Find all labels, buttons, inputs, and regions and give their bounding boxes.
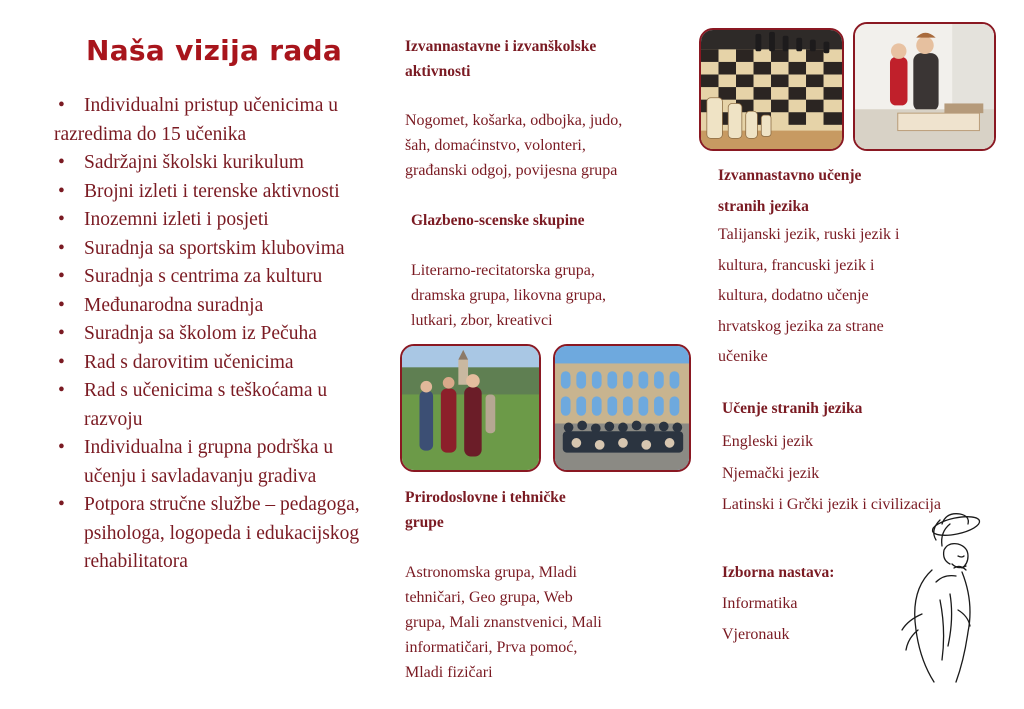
foreign-heading: Učenje stranih jezika: [722, 400, 863, 417]
photo-cooking: [853, 22, 996, 151]
list-item: • Individualni pristup učenicima u razredima do 15 učenika: [54, 92, 374, 149]
music-heading: Glazbeno-scenske skupine: [411, 212, 585, 229]
list-item: • Potpora stručne službe – pedagoga, psihologa, logopeda i edukacijskog rehabilitatora: [54, 491, 374, 577]
science-line: Astronomska grupa, Mladi: [405, 564, 577, 581]
music-line: Literarno-recitatorska grupa,: [411, 262, 595, 279]
list-item: • Rad s darovitim učenicima: [54, 349, 374, 378]
science-section: [405, 485, 566, 535]
foreign-extra-body: [718, 220, 900, 373]
list-item: • Suradnja sa školom iz Pečuha: [54, 320, 374, 349]
list-item: • Brojni izleti i terenske aktivnosti: [54, 178, 374, 207]
chess-photo-image: [701, 30, 842, 149]
foreign-extra-line: Talijanski jezik, ruski jezik i: [718, 226, 900, 243]
foreign-extra-line: kultura, francuski jezik i: [718, 256, 875, 274]
list-item: • Međunarodna suradnja: [54, 292, 374, 321]
foreign-line: Engleski jezik: [722, 433, 814, 450]
music-line: dramska grupa, likovna grupa,: [411, 287, 607, 304]
foreign-extra-line: učenike: [718, 348, 768, 365]
list-item: • Suradnja sa sportskim klubovima: [54, 235, 374, 264]
extracurricular-heading: Izvannastavne i izvanškolske: [405, 38, 597, 55]
extracurricular-section: [405, 34, 596, 84]
science-line: Mladi fizičari: [405, 664, 493, 681]
photo-arena: [553, 344, 691, 472]
foreign-extra-heading-cont: stranih jezika: [718, 198, 809, 215]
elective-line: Vjeronauk: [722, 626, 790, 643]
extracurricular-body: [405, 108, 622, 183]
science-heading: Prirodoslovne i tehničke: [405, 489, 566, 506]
list-item: • Individualna i grupna podrška u učenju i savladavanju gradiva: [54, 434, 374, 491]
elective-body: [722, 588, 798, 650]
list-item: • Suradnja s centrima za kulturu: [54, 263, 374, 292]
science-line: grupa, Mali znanstvenici, Mali: [405, 614, 602, 631]
science-body: [405, 560, 602, 685]
science-line: tehničari, Geo grupa, Web: [405, 589, 573, 606]
extracurricular-line: šah, domaćinstvo, volonteri,: [405, 137, 586, 154]
foreign-line: Latinski i Grčki jezik i civilizacija: [722, 496, 942, 513]
vision-list: [54, 92, 374, 577]
extracurricular-line: građanski odgoj, povijesna grupa: [405, 162, 618, 179]
elective-line: Informatika: [722, 595, 798, 612]
cooking-photo-image: [855, 24, 994, 149]
gentleman-sketch-illustration: [892, 510, 992, 690]
music-line: lutkari, zbor, kreativci: [411, 312, 553, 329]
foreign-extra-section: [718, 160, 861, 222]
science-line: informatičari, Prva pomoć,: [405, 639, 578, 656]
foreign-extra-line: kultura, dodatno učenje: [718, 287, 869, 304]
list-item: • Inozemni izleti i posjeti: [54, 206, 374, 235]
foreign-extra-line: hrvatskog jezika za strane: [718, 317, 884, 335]
costume-photo-image: [402, 346, 539, 470]
music-body: [411, 258, 606, 333]
foreign-body: [722, 426, 941, 521]
list-item: • Rad s učenicima s teškoćama u razvoju: [54, 377, 374, 434]
photo-chess: [699, 28, 844, 151]
list-item: • Sadržajni školski kurikulum: [54, 149, 374, 178]
page-title: Naša vizija rada: [86, 34, 343, 67]
elective-heading: Izborna nastava:: [722, 564, 835, 581]
foreign-line: Njemački jezik: [722, 464, 820, 482]
extracurricular-heading-cont: aktivnosti: [405, 63, 471, 80]
extracurricular-line: Nogomet, košarka, odbojka, judo,: [405, 112, 623, 129]
photo-costumes: [400, 344, 541, 472]
science-heading-cont: grupe: [405, 514, 444, 531]
arena-photo-image: [555, 346, 689, 470]
foreign-extra-heading: Izvannastavno učenje: [718, 167, 862, 184]
